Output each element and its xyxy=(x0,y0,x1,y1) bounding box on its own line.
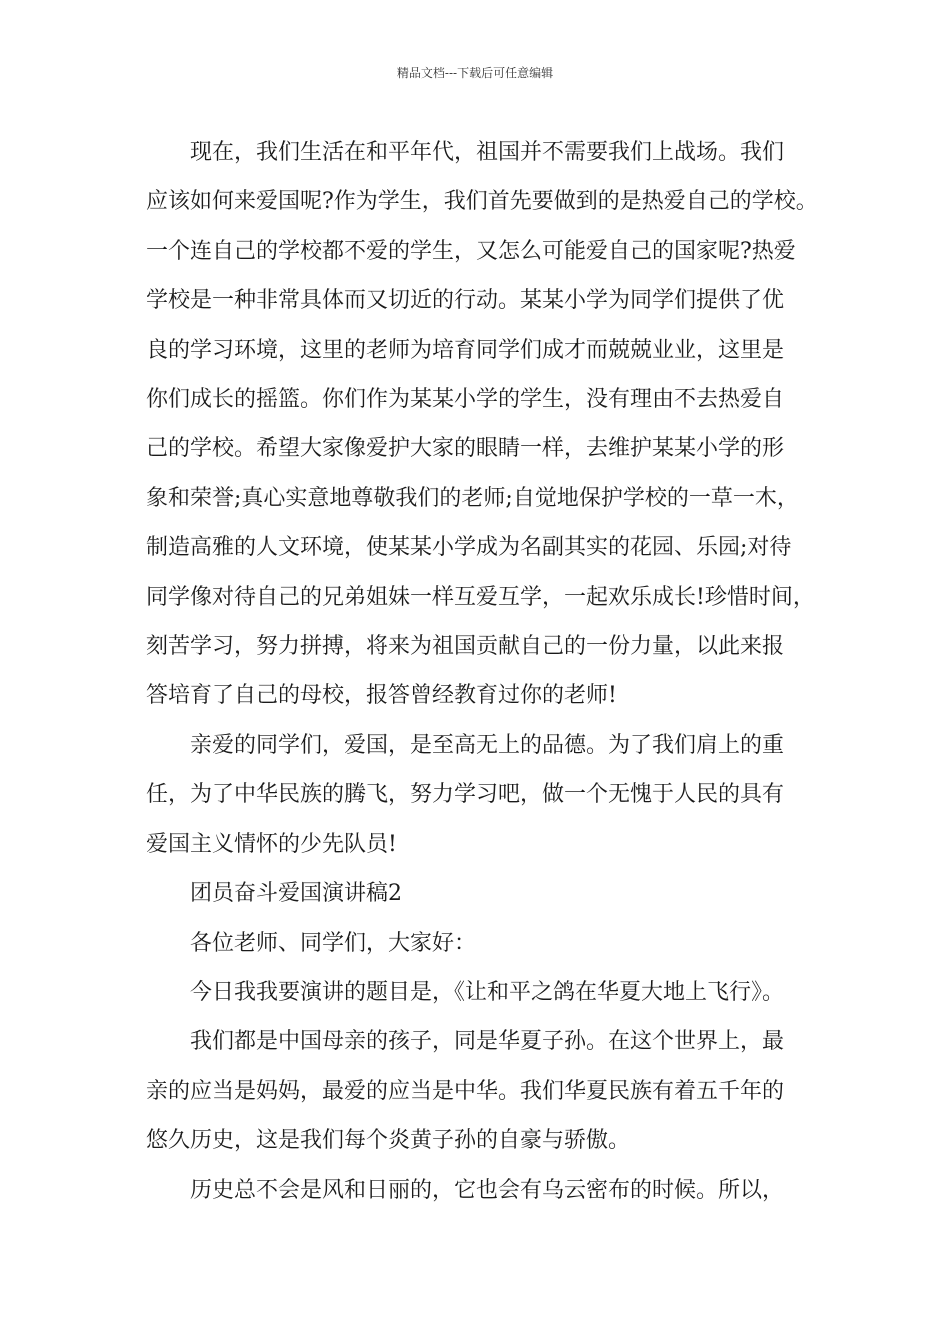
text-line: 一个连自己的学校都不爱的学生，又怎么可能爱自己的国家呢?热爱 xyxy=(146,238,796,264)
text-line: 团员奋斗爱国演讲稿2 xyxy=(190,881,402,907)
paragraph xyxy=(146,1017,826,1165)
text-line: 今日我我要演讲的题目是，《让和平之鸽在华夏大地上飞行》。 xyxy=(190,979,785,1005)
text-line: 我们都是中国母亲的孩子，同是华夏子孙。在这个世界上，最 xyxy=(190,1029,785,1055)
text-line: 任，为了中华民族的腾飞，努力学习吧，做一个无愧于人民的具有 xyxy=(146,782,785,808)
text-line: 亲的应当是妈妈，最爱的应当是中华。我们华夏民族有着五千年的 xyxy=(146,1078,785,1104)
text-line: 学校是一种非常具体而又切近的行动。某某小学为同学们提供了优 xyxy=(146,288,785,314)
text-line: 亲爱的同学们，爱国，是至高无上的品德。为了我们肩上的重 xyxy=(190,732,785,758)
section-heading xyxy=(146,869,826,918)
paragraph xyxy=(146,1166,826,1215)
text-line: 答培育了自己的母校，报答曾经教育过你的老师! xyxy=(146,683,617,709)
text-line: 象和荣誉;真心实意地尊敬我们的老师;自觉地保护学校的一草一木， xyxy=(146,485,799,511)
paragraph xyxy=(146,128,826,721)
greeting xyxy=(146,919,826,968)
text-line: 应该如何来爱国呢?作为学生，我们首先要做到的是热爱自己的学校。 xyxy=(146,189,818,215)
text-line: 制造高雅的人文环境，使某某小学成为名副其实的花园、乐园;对待 xyxy=(146,535,792,561)
text-line: 现在，我们生活在和平年代，祖国并不需要我们上战场。我们 xyxy=(190,140,785,165)
paragraph xyxy=(146,721,826,869)
text-line: 悠久历史，这是我们每个炎黄子孙的自豪与骄傲。 xyxy=(146,1128,631,1154)
text-line: 各位老师、同学们，大家好： xyxy=(190,930,477,956)
page-header: 精品文档---下载后可任意编辑 xyxy=(396,66,554,80)
text-line: 良的学习环境，这里的老师为培育同学们成才而兢兢业业，这里是 xyxy=(146,337,785,363)
text-line: 历史总不会是风和日丽的，它也会有乌云密布的时候。所以， xyxy=(190,1177,785,1203)
text-line: 同学像对待自己的兄弟姐妹一样互爱互学，一起欢乐成长!珍惜时间， xyxy=(146,584,815,610)
text-line: 爱国主义情怀的少先队员! xyxy=(146,831,397,857)
text-line: 己的学校。希望大家像爱护大家的眼睛一样，去维护某某小学的形 xyxy=(146,436,785,462)
paragraph xyxy=(146,968,826,1017)
document-body xyxy=(146,128,826,1215)
text-line: 刻苦学习，努力拼搏，将来为祖国贡献自己的一份力量，以此来报 xyxy=(146,634,785,660)
text-line: 你们成长的摇篮。你们作为某某小学的学生，没有理由不去热爱自 xyxy=(146,387,785,413)
